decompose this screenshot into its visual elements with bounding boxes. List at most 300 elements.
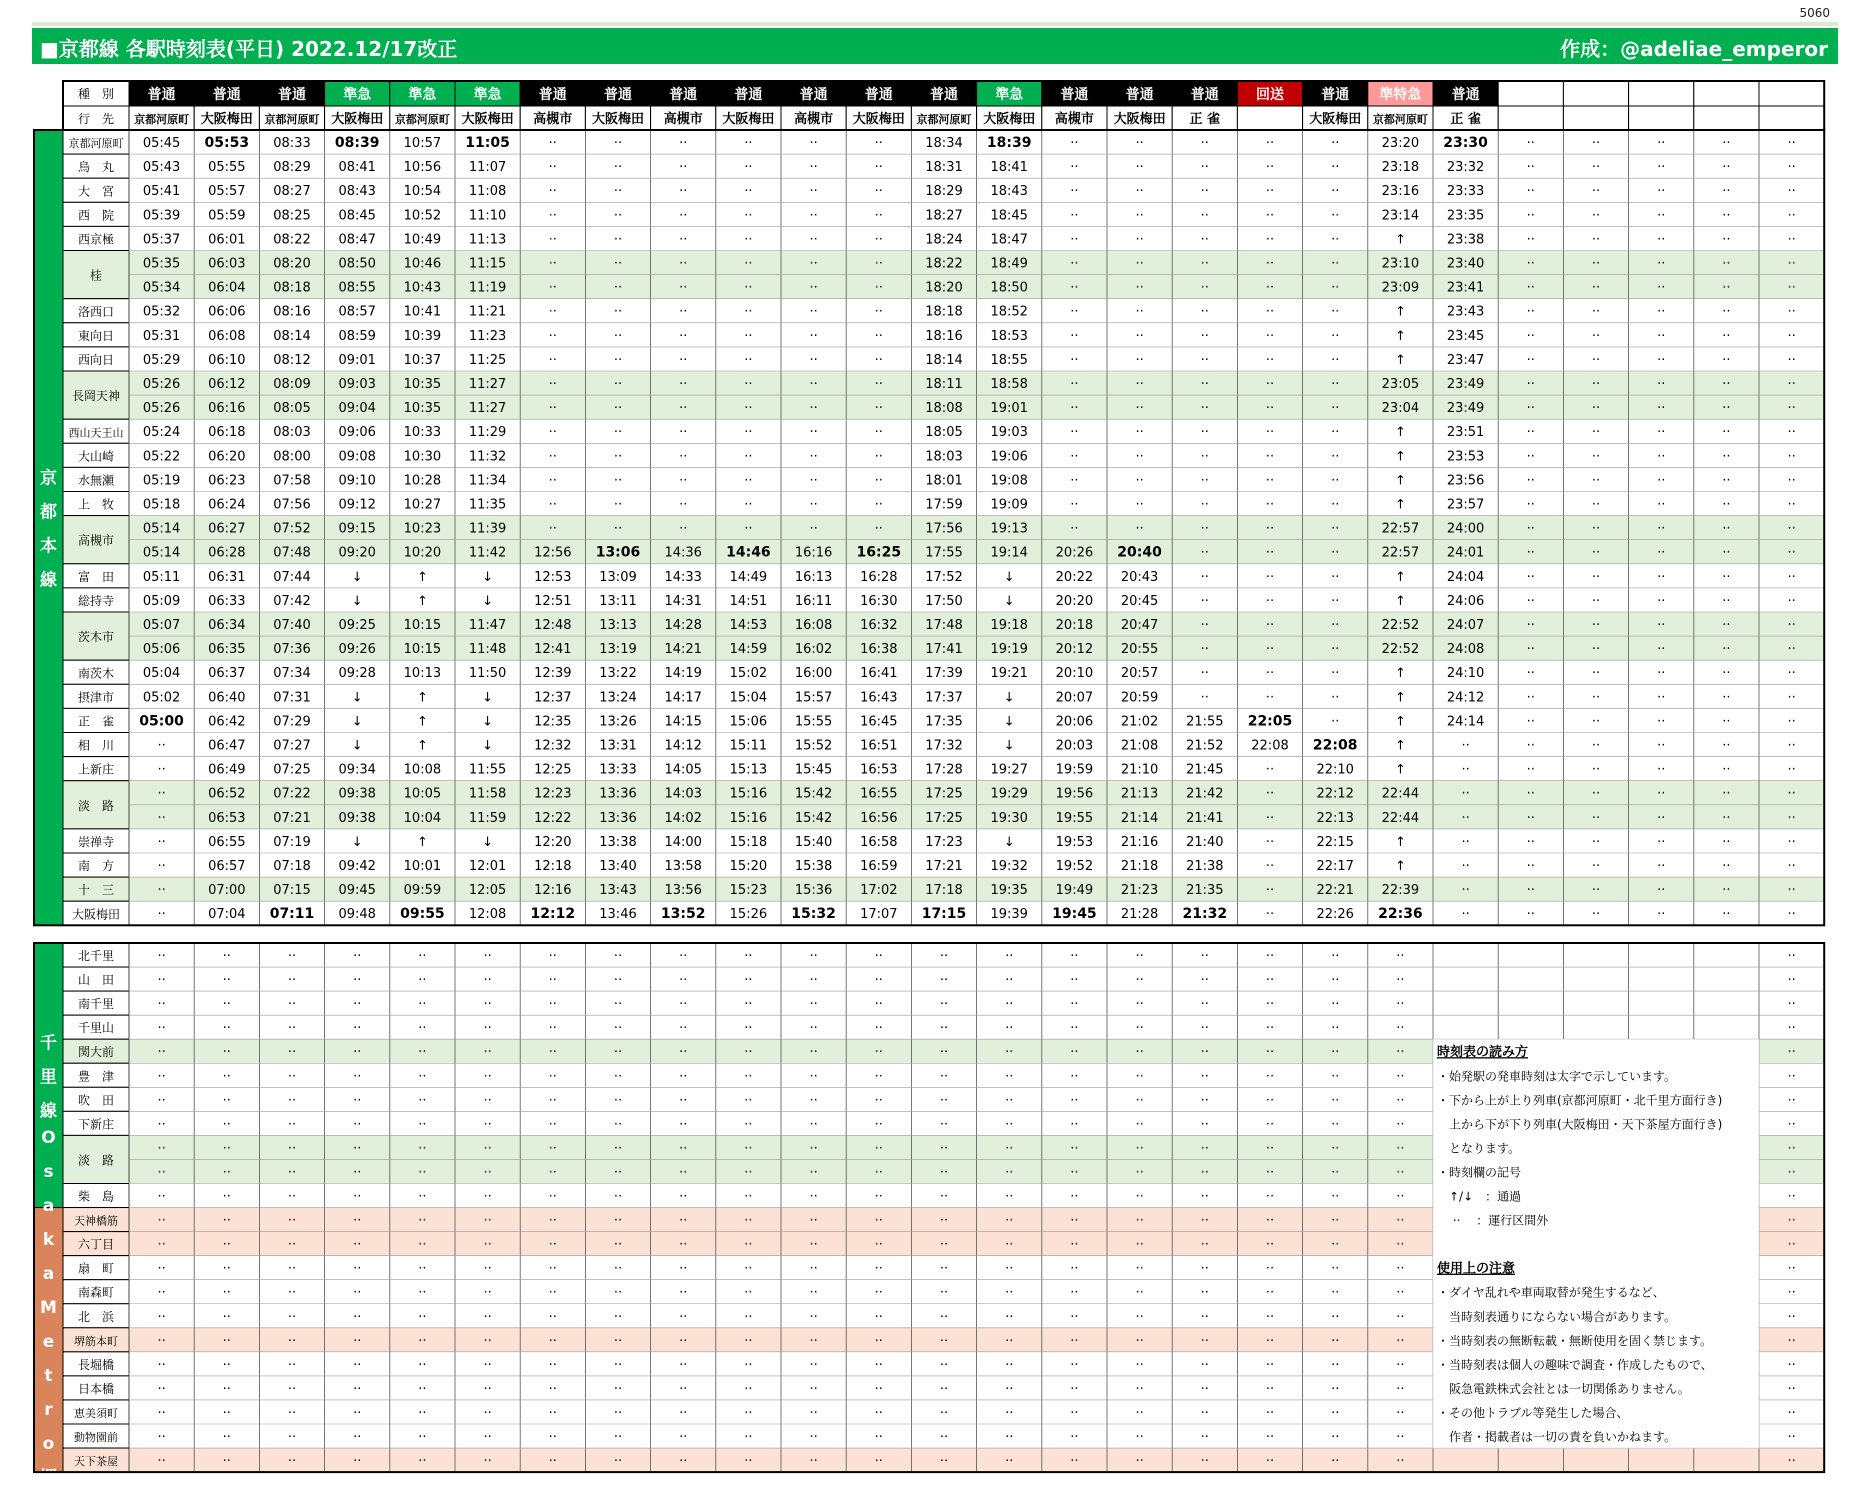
time-cell: ·· (1070, 1405, 1079, 1421)
time-cell: ·· (679, 280, 688, 296)
station-name: 長岡天神 (71, 389, 121, 404)
time-cell: ·· (809, 328, 818, 344)
time-cell: ·· (1135, 304, 1144, 320)
time-cell: ·· (1331, 997, 1340, 1013)
time-cell: ·· (1200, 1381, 1209, 1397)
time-cell: ·· (1787, 762, 1796, 778)
time-cell: ·· (1005, 1069, 1014, 1085)
time-cell: ·· (1787, 184, 1796, 200)
time-cell: 21:16 (1120, 834, 1159, 850)
time-cell: ·· (1657, 232, 1666, 248)
time-cell: ·· (1591, 160, 1601, 176)
time-cell: ·· (809, 1454, 818, 1470)
time-cell: ·· (1135, 973, 1144, 989)
time-cell: ·· (613, 232, 623, 248)
time-cell: ·· (1135, 160, 1144, 176)
note-line: となります。 (1437, 1141, 1521, 1156)
time-cell: ·· (679, 1045, 688, 1061)
time-cell: ·· (1005, 1285, 1014, 1301)
time-cell: ↓ (482, 714, 494, 730)
time-cell: 18:45 (990, 208, 1028, 224)
time-cell: ·· (418, 1309, 427, 1325)
time-cell: ·· (1657, 328, 1666, 344)
time-cell: 22:36 (1378, 906, 1423, 923)
time-cell: 05:37 (142, 232, 181, 248)
time-cell: ·· (483, 1069, 492, 1085)
time-cell: ·· (1331, 473, 1340, 489)
time-cell: ·· (157, 1309, 166, 1325)
time-cell: ·· (548, 1093, 557, 1109)
time-cell: ·· (1787, 786, 1796, 802)
time-cell: ·· (1591, 834, 1601, 850)
time-cell: 06:40 (208, 690, 246, 706)
time-cell: 21:08 (1120, 738, 1159, 754)
time-cell: ·· (548, 160, 557, 176)
time-cell: ·· (1787, 593, 1796, 609)
time-cell: 15:42 (794, 810, 833, 826)
time-cell: 08:45 (338, 208, 376, 224)
time-cell: ·· (1070, 1021, 1079, 1037)
section-name-char: s (43, 1161, 54, 1182)
time-cell: ·· (1787, 997, 1796, 1013)
time-cell: ·· (613, 1141, 623, 1157)
time-cell: 18:22 (925, 256, 963, 272)
note-line: ・当時刻表の無断転載・無断使用を固く禁じます。 (1437, 1333, 1713, 1348)
time-cell: ·· (1331, 593, 1340, 609)
time-cell: ·· (613, 401, 623, 417)
station-name: 十 三 (77, 883, 115, 898)
train-dest: 大阪梅田 (1113, 112, 1166, 127)
time-cell: ·· (1200, 473, 1209, 489)
train-dest: 大阪梅田 (722, 112, 775, 127)
time-cell: ·· (222, 1285, 231, 1301)
time-cell: ↑ (1394, 449, 1406, 465)
time-cell: ·· (548, 377, 557, 392)
time-cell: ·· (157, 1141, 166, 1157)
time-cell: ·· (1526, 256, 1535, 272)
time-cell: 17:55 (925, 545, 963, 561)
time-cell: ·· (1526, 160, 1535, 176)
time-cell: ↓ (351, 714, 363, 730)
time-cell: 05:34 (142, 280, 181, 296)
time-cell: ↑ (1394, 304, 1406, 320)
time-cell: ·· (874, 280, 883, 296)
time-cell: ·· (353, 1357, 362, 1373)
time-cell: ·· (1331, 160, 1340, 176)
time-cell: ·· (1070, 425, 1079, 441)
time-cell: ·· (353, 1021, 362, 1037)
time-cell: ·· (548, 1045, 557, 1061)
time-cell: ·· (939, 1189, 949, 1205)
time-cell: 15:20 (729, 859, 768, 874)
time-cell: ·· (744, 1237, 753, 1253)
time-cell: ·· (1135, 1454, 1144, 1470)
station-name: 天下茶屋 (74, 1455, 118, 1469)
time-cell: ·· (939, 1093, 949, 1109)
time-cell: ·· (1070, 160, 1079, 176)
note-line: ・その他トラブル等発生した場合、 (1437, 1405, 1629, 1420)
time-cell: 09:45 (338, 883, 376, 899)
time-cell: ·· (353, 973, 362, 989)
time-cell: 18:16 (925, 328, 963, 344)
time-cell: ·· (157, 1021, 166, 1037)
time-cell: ·· (1135, 1141, 1144, 1157)
time-cell: ·· (1331, 1405, 1340, 1421)
time-cell: 23:38 (1446, 232, 1485, 248)
time-cell: ·· (874, 184, 883, 200)
time-cell: ·· (1526, 642, 1535, 658)
time-cell: ·· (1070, 1261, 1079, 1277)
note-line: ・ダイヤ乱れや車両取替が発生するなど、 (1437, 1285, 1665, 1300)
time-cell: 15:36 (794, 883, 833, 899)
time-cell: ·· (1526, 184, 1535, 200)
time-cell: ·· (744, 449, 753, 465)
time-cell: ·· (1200, 1333, 1209, 1349)
time-cell: ·· (1135, 1189, 1144, 1205)
time-cell: ↓ (1003, 714, 1015, 730)
time-cell: ·· (1787, 738, 1796, 754)
time-cell: ·· (1265, 907, 1275, 923)
time-cell: 24:06 (1446, 593, 1485, 609)
time-cell: ·· (679, 184, 688, 200)
time-cell: 13:09 (599, 569, 637, 585)
time-cell: ·· (744, 232, 753, 248)
time-cell: ·· (613, 1261, 623, 1277)
time-cell: ·· (809, 1213, 818, 1229)
time-cell: ·· (1200, 328, 1209, 344)
time-cell: ·· (744, 1405, 753, 1421)
time-cell: ·· (874, 1405, 883, 1421)
time-cell: ·· (1396, 1117, 1405, 1133)
time-cell: ·· (679, 1093, 688, 1109)
time-cell: 10:41 (403, 304, 442, 320)
time-cell: 24:01 (1446, 545, 1485, 561)
time-cell: ·· (1722, 569, 1731, 585)
time-cell: ·· (1526, 738, 1535, 754)
time-cell: ·· (679, 1454, 688, 1470)
time-cell: 21:13 (1120, 786, 1159, 802)
time-cell: ·· (1722, 449, 1731, 465)
station-name: 南茨木 (77, 666, 115, 681)
time-cell: 13:13 (599, 618, 637, 633)
time-cell: ·· (1331, 1454, 1340, 1470)
time-cell: 12:51 (534, 593, 572, 609)
time-cell: 05:09 (142, 593, 181, 609)
time-cell: ·· (548, 1309, 557, 1325)
time-cell: ·· (809, 280, 818, 296)
time-cell: ·· (1070, 497, 1079, 513)
time-cell: ·· (1135, 1165, 1144, 1181)
time-cell: ·· (809, 377, 818, 392)
time-cell: ·· (1331, 1189, 1340, 1205)
time-cell: 16:53 (860, 762, 898, 778)
time-cell: ·· (1396, 1069, 1405, 1085)
time-cell: 14:17 (664, 690, 702, 706)
time-cell: 16:13 (794, 569, 833, 585)
train-type: 普通 (669, 87, 698, 103)
time-cell: 21:14 (1120, 810, 1159, 826)
time-cell: ↑ (1394, 328, 1406, 344)
time-cell: 19:13 (990, 521, 1028, 537)
train-type-cell (1563, 81, 1628, 106)
time-cell: ·· (1396, 1285, 1405, 1301)
time-cell: 21:35 (1186, 883, 1224, 899)
time-cell: ·· (744, 473, 753, 489)
time-cell: ·· (1331, 280, 1340, 296)
time-cell: ·· (1722, 328, 1731, 344)
time-cell: ·· (1331, 521, 1340, 537)
time-cell: ·· (1526, 208, 1535, 224)
time-cell: ·· (679, 1333, 688, 1349)
time-cell: ·· (1265, 1045, 1275, 1061)
time-cell: ↑ (1394, 425, 1406, 441)
time-cell: 18:53 (990, 328, 1028, 344)
time-cell: 11:21 (468, 304, 507, 320)
time-cell: ·· (1657, 762, 1666, 778)
time-cell: ·· (679, 1141, 688, 1157)
time-cell: ·· (1526, 786, 1535, 802)
time-cell: 13:06 (595, 544, 641, 561)
section-name-char: t (44, 1365, 53, 1386)
time-cell: 17:50 (925, 593, 963, 609)
time-cell: ·· (353, 1045, 362, 1061)
time-cell: ·· (1657, 473, 1666, 489)
time-cell: ·· (1396, 1213, 1405, 1229)
time-cell: 24:14 (1446, 714, 1485, 730)
time-cell: ·· (874, 401, 883, 417)
time-cell: 07:34 (273, 666, 311, 682)
time-cell: ·· (287, 1165, 297, 1181)
time-cell: ·· (1135, 328, 1144, 344)
train-dest: 大阪梅田 (1309, 112, 1362, 127)
time-cell: ·· (679, 401, 688, 417)
time-cell: ·· (1396, 1333, 1405, 1349)
time-cell: 20:10 (1055, 666, 1094, 682)
time-cell: ·· (548, 1165, 557, 1181)
time-cell: 13:46 (599, 907, 637, 923)
time-cell: ·· (1265, 1261, 1275, 1277)
time-cell: 13:43 (599, 883, 637, 899)
time-cell: ↑ (1394, 834, 1406, 850)
section-name-char: k (42, 1229, 55, 1250)
time-cell: 14:00 (664, 834, 702, 850)
time-cell: 11:10 (468, 208, 507, 224)
time-cell: ·· (1396, 949, 1405, 964)
time-cell: 05:31 (142, 328, 181, 344)
time-cell: ·· (1396, 1021, 1405, 1037)
time-cell: ·· (1265, 569, 1275, 585)
time-cell: ↓ (482, 690, 494, 706)
time-cell: 17:59 (925, 497, 963, 513)
time-cell: 17:21 (925, 859, 963, 874)
time-cell: 22:44 (1381, 810, 1420, 826)
time-cell: ·· (1265, 497, 1275, 513)
time-cell: ·· (1591, 859, 1601, 874)
time-cell: 20:47 (1120, 618, 1159, 633)
time-cell: 14:19 (664, 666, 702, 682)
time-cell: 09:12 (338, 497, 376, 513)
time-cell: 07:25 (273, 762, 311, 778)
time-cell: ·· (1265, 1093, 1275, 1109)
time-cell: ·· (1331, 232, 1340, 248)
time-cell: ·· (809, 1357, 818, 1373)
section-name-char: 本 (40, 536, 57, 557)
section-name-char: 京 (40, 468, 57, 489)
time-cell: ·· (1657, 618, 1666, 633)
train-dest-cell (1759, 106, 1824, 130)
time-cell: ·· (1070, 256, 1079, 272)
time-cell: ·· (1070, 136, 1079, 151)
time-cell: ·· (874, 1454, 883, 1470)
time-cell: ·· (1265, 184, 1275, 200)
station-name: 上新庄 (77, 762, 115, 777)
time-cell: ·· (1200, 1309, 1209, 1325)
time-cell: ·· (1005, 1117, 1014, 1133)
time-cell: ↑ (1394, 666, 1406, 682)
train-dest: 京都河原町 (134, 113, 190, 126)
time-cell: ·· (1265, 1165, 1275, 1181)
time-cell: ·· (1265, 473, 1275, 489)
time-cell: ↓ (482, 569, 494, 585)
station-name: 下新庄 (77, 1117, 115, 1132)
time-cell: ·· (1135, 1117, 1144, 1133)
station-name: 南森町 (77, 1285, 115, 1300)
time-cell: ·· (1657, 859, 1666, 874)
time-cell: ·· (1591, 810, 1601, 826)
time-cell: ·· (483, 1285, 492, 1301)
time-cell: ·· (1331, 184, 1340, 200)
time-cell: ·· (1200, 1237, 1209, 1253)
time-cell: ·· (1722, 232, 1731, 248)
time-cell: ·· (1722, 714, 1731, 730)
time-cell: 17:32 (925, 738, 963, 754)
time-cell: ·· (548, 1405, 557, 1421)
section-name-char: o (42, 1433, 55, 1454)
time-cell: 06:24 (208, 497, 246, 513)
time-cell: ·· (1331, 1165, 1340, 1181)
time-cell: ·· (1265, 545, 1275, 561)
time-cell: 05:02 (142, 690, 181, 706)
time-cell: ·· (809, 1430, 818, 1445)
time-cell: 10:35 (403, 401, 442, 417)
time-cell: ·· (222, 1405, 231, 1421)
time-cell: ·· (613, 1430, 623, 1445)
time-cell: 12:56 (534, 545, 572, 561)
train-type: 普通 (1321, 87, 1350, 103)
time-cell: ·· (1331, 208, 1340, 224)
station-name: 西向日 (77, 352, 115, 367)
time-cell: ·· (1331, 1309, 1340, 1325)
time-cell: ·· (809, 136, 818, 151)
time-cell: 10:37 (403, 352, 442, 368)
note-line: 上から下が下り列車(大阪梅田・天下茶屋方面行き) (1437, 1117, 1723, 1132)
time-cell: 08:33 (273, 136, 311, 151)
time-cell: ↑ (1394, 714, 1406, 730)
station-name: 桂 (89, 268, 103, 283)
time-cell: 10:54 (403, 184, 442, 200)
time-cell: 22:39 (1381, 883, 1420, 899)
time-cell: ·· (1200, 160, 1209, 176)
time-cell: ·· (287, 1309, 297, 1325)
time-cell: ·· (1265, 1141, 1275, 1157)
time-cell: ·· (548, 304, 557, 320)
time-cell: 11:47 (468, 618, 507, 633)
time-cell: ·· (1787, 160, 1796, 176)
time-cell: ·· (613, 256, 623, 272)
time-cell: ·· (1200, 1045, 1209, 1061)
time-cell: ·· (679, 208, 688, 224)
time-cell: ·· (1265, 280, 1275, 296)
time-cell: ·· (483, 1213, 492, 1229)
time-cell: ·· (1591, 618, 1601, 633)
time-cell: ·· (1526, 352, 1535, 368)
time-cell: ·· (613, 1237, 623, 1253)
time-cell: 18:55 (990, 352, 1028, 368)
time-cell: ·· (1461, 810, 1470, 826)
time-cell: ·· (1200, 1213, 1209, 1229)
time-cell: ·· (1135, 377, 1144, 392)
time-cell: ·· (874, 473, 883, 489)
time-cell: ·· (809, 1309, 818, 1325)
time-cell: 05:19 (142, 473, 181, 489)
time-cell: ·· (679, 1069, 688, 1085)
time-cell: ·· (157, 834, 166, 850)
time-cell: ·· (1657, 425, 1666, 441)
time-cell: ·· (548, 208, 557, 224)
time-cell: ·· (1722, 184, 1731, 200)
time-cell: ·· (1265, 160, 1275, 176)
time-cell: 17:15 (921, 906, 967, 923)
time-cell: 16:32 (860, 618, 898, 633)
time-cell: ·· (1331, 545, 1340, 561)
time-cell: ·· (1331, 1093, 1340, 1109)
time-cell: 15:26 (729, 907, 768, 923)
time-cell: ·· (1005, 1309, 1014, 1325)
time-cell: 07:18 (273, 859, 311, 874)
time-cell: ·· (1200, 401, 1209, 417)
time-cell: ·· (1722, 304, 1731, 320)
time-cell: ·· (1787, 473, 1796, 489)
time-cell: ·· (1135, 401, 1144, 417)
time-cell: ·· (1591, 449, 1601, 465)
time-cell: 18:08 (925, 401, 963, 417)
time-cell: ·· (222, 1117, 231, 1133)
time-cell: ·· (1200, 949, 1209, 964)
time-cell: ·· (1331, 973, 1340, 989)
time-cell: ·· (613, 449, 623, 465)
time-cell: ·· (1657, 208, 1666, 224)
time-cell: ·· (1265, 810, 1275, 826)
time-cell: 16:41 (860, 666, 898, 682)
time-cell: 08:20 (273, 256, 311, 272)
station-name: 上 牧 (77, 497, 115, 512)
time-cell: ·· (1200, 1093, 1209, 1109)
time-cell: ·· (1787, 690, 1796, 706)
time-cell: 15:16 (729, 786, 768, 802)
time-cell: ·· (287, 1357, 297, 1373)
time-cell: ·· (1722, 136, 1731, 151)
time-cell: ·· (1200, 1357, 1209, 1373)
time-cell: ·· (809, 401, 818, 417)
time-cell: 09:26 (338, 642, 376, 658)
time-cell: 10:20 (403, 545, 442, 561)
time-cell: ·· (1787, 642, 1796, 658)
time-cell: 20:45 (1120, 593, 1159, 609)
time-cell: 08:39 (334, 135, 380, 151)
time-cell: 22:08 (1251, 738, 1289, 754)
time-cell: ·· (1787, 232, 1796, 248)
time-cell: 07:42 (273, 593, 311, 609)
